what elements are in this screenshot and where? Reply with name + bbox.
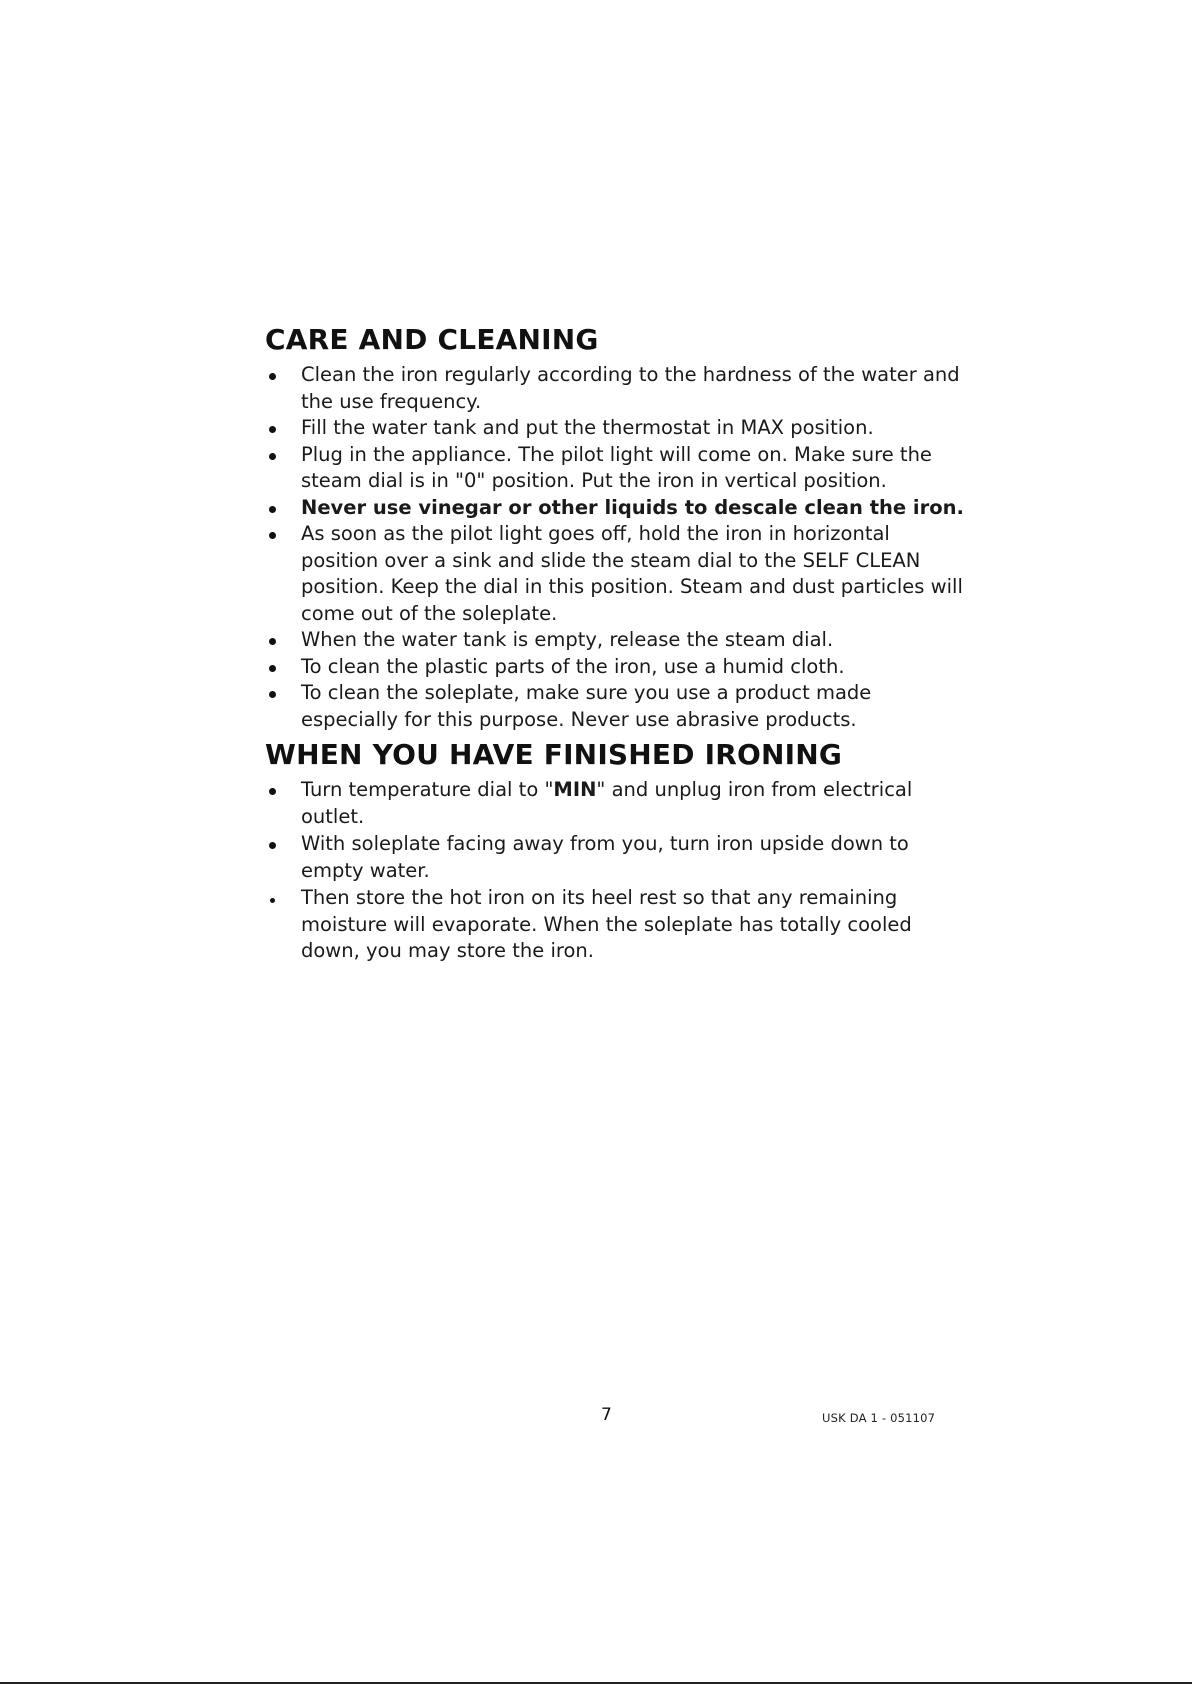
care-and-cleaning-heading: CARE AND CLEANING (265, 323, 599, 356)
list-item-text: Plug in the appliance. The pilot light will come on. Make sure the steam dial is in "0" position. Put the iron in vertical position. (301, 442, 932, 492)
care-and-cleaning-list (265, 362, 965, 733)
list-item (265, 362, 965, 415)
list-item (265, 627, 965, 654)
page-number: 7 (601, 1405, 612, 1425)
list-item-text: To clean the plastic parts of the iron, use a humid cloth. (301, 654, 845, 678)
list-item-warning (265, 495, 965, 522)
list-item-text: With soleplate facing away from you, turn iron upside down to empty water. (301, 832, 909, 882)
bullet-icon (269, 506, 276, 513)
list-item-text: Fill the water tank and put the thermostat in MAX position. (301, 416, 874, 439)
list-item (265, 654, 965, 681)
bullet-icon (269, 532, 276, 539)
finished-ironing-heading: WHEN YOU HAVE FINISHED IRONING (265, 738, 843, 771)
list-item (265, 415, 965, 442)
list-item-text: Then store the hot iron on its heel rest so that any remaining moisture will evaporate. When the soleplate has totally cooled down, you may store the iron. (301, 886, 912, 962)
min-setting-label: MIN (553, 778, 597, 801)
document-code: USK DA 1 - 051107 (822, 1411, 936, 1425)
bullet-icon (269, 453, 276, 460)
bullet-icon (269, 788, 276, 795)
list-item (265, 442, 965, 495)
bullet-icon (269, 691, 276, 698)
finished-ironing-list (265, 777, 965, 965)
list-item-text-prefix: Turn temperature dial to " (301, 778, 554, 801)
bullet-icon (269, 638, 276, 645)
list-item-text: To clean the soleplate, make sure you use a product made especially for this purpose. Never use abrasive products. (301, 681, 872, 731)
bullet-icon (269, 842, 276, 849)
bullet-icon (269, 426, 276, 433)
bullet-icon (270, 898, 275, 903)
bottom-edge-line (0, 1682, 1192, 1684)
list-item (265, 777, 965, 830)
list-item (265, 831, 965, 884)
list-item-text: Never use vinegar or other liquids to descale clean the iron. (301, 495, 964, 519)
list-item-text: Clean the iron regularly according to the hardness of the water and the use frequency. (301, 363, 960, 413)
bullet-icon (269, 373, 276, 380)
list-item-text-suffix: " and unplug iron from electrical outlet. (301, 778, 913, 828)
list-item (265, 680, 965, 733)
page-content (265, 318, 965, 965)
list-item (265, 885, 965, 965)
list-item-text: As soon as the pilot light goes off, hold the iron in horizontal position over a sink and slide the steam dial to the SELF CLEAN position. Keep the dial in this position. Steam and dust particles will come out of the soleplate. (301, 522, 963, 625)
list-item (265, 521, 965, 627)
bullet-icon (269, 665, 276, 672)
list-item-text: When the water tank is empty, release the steam dial. (301, 628, 834, 651)
